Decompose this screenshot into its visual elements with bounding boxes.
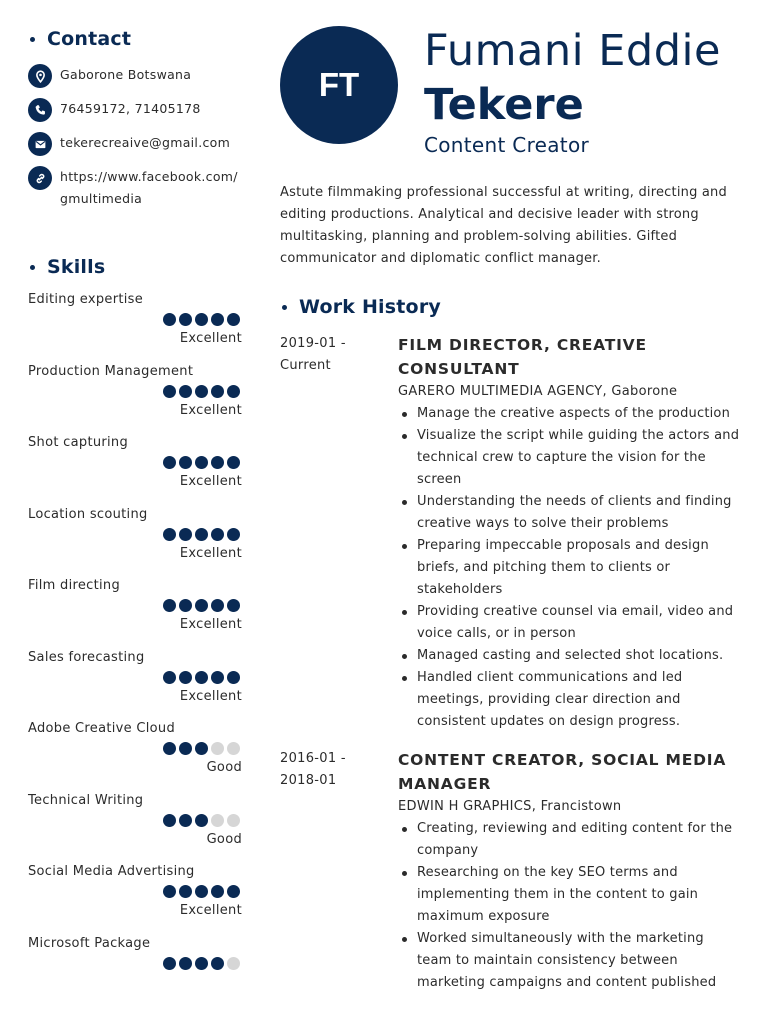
rating-dot-filled (179, 385, 192, 398)
job-list (280, 333, 742, 994)
job-bullet-item: Preparing impeccable proposals and design briefs, and pitching them to clients or stakeholders (398, 535, 742, 601)
job-bullets (398, 818, 742, 994)
first-name: Fumani Eddie (424, 26, 721, 76)
heading-bullet (30, 265, 35, 270)
avatar-initials: FT (318, 66, 360, 103)
rating-dot-filled (195, 385, 208, 398)
email-icon (28, 132, 52, 156)
rating-dot-filled (227, 671, 240, 684)
rating-dot-empty (211, 742, 224, 755)
rating-dot-filled (179, 313, 192, 326)
contact-email[interactable]: tekerecreaive@gmail.com (60, 135, 231, 150)
skill-rating-label: Excellent (179, 474, 242, 489)
skill-rating-label: Excellent (179, 903, 242, 918)
rating-dot-filled (227, 599, 240, 612)
rating-dot-filled (211, 385, 224, 398)
rating-dot-filled (163, 385, 176, 398)
rating-dot-filled (195, 456, 208, 469)
work-history-section (280, 296, 742, 994)
work-history-heading (280, 296, 742, 318)
job-title: Content Creator (424, 133, 590, 157)
skill-item (28, 721, 242, 793)
skill-item (28, 364, 242, 436)
rating-dot-filled (195, 885, 208, 898)
summary-text: Astute filmmaking professional successful at writing, directing and editing productions. Analytical and decisive leader with strong multitasking, planning and problem-solving abilities. Gifted communicator and diplomatic conflict manager. (280, 185, 727, 266)
skill-item (28, 578, 242, 650)
rating-dot-filled (179, 671, 192, 684)
job-dates: 2016-01 - 2018-01 (280, 751, 346, 788)
contact-heading-text: Contact (47, 28, 132, 50)
rating-dot-filled (195, 742, 208, 755)
rating-dot-filled (211, 313, 224, 326)
skills-heading-text: Skills (47, 256, 106, 278)
contact-heading (28, 28, 242, 50)
skill-rating-dots (163, 313, 240, 326)
contact-phone: 76459172, 71405178 (60, 101, 201, 116)
contact-location: Gaborone Botswana (60, 67, 192, 82)
skill-name: Location scouting (28, 506, 148, 522)
heading-bullet (30, 37, 35, 42)
job-bullet-item: Understanding the needs of clients and finding creative ways to solve their problems (398, 491, 742, 535)
rating-dot-filled (179, 885, 192, 898)
skill-item (28, 650, 242, 722)
rating-dot-filled (179, 742, 192, 755)
skill-name: Film directing (28, 578, 121, 593)
skill-rating-label: Excellent (179, 331, 242, 346)
skill-name: Social Media Advertising (28, 864, 195, 879)
job-body (398, 748, 742, 994)
rating-dot-filled (211, 456, 224, 469)
rating-dot-filled (163, 814, 176, 827)
rating-dot-filled (163, 885, 176, 898)
job-dates: 2019-01 - Current (280, 336, 346, 373)
skill-rating-label: Excellent (179, 688, 242, 704)
job-bullet-item: Handled client communications and led meetings, providing clear direction and consistent updates on design progress. (398, 667, 742, 733)
skill-item (28, 864, 242, 936)
rating-dot-filled (227, 528, 240, 541)
rating-dot-filled (163, 528, 176, 541)
skill-item (28, 793, 242, 865)
avatar (280, 26, 398, 144)
phone-icon (28, 98, 52, 122)
skill-item (28, 292, 242, 364)
rating-dot-filled (179, 957, 192, 970)
rating-dot-filled (195, 599, 208, 612)
skill-rating-dots (163, 528, 240, 541)
skills-section (28, 256, 242, 1007)
skill-rating-label: Excellent (179, 545, 242, 561)
skill-name: Sales forecasting (28, 649, 145, 665)
skill-rating-dots (163, 456, 240, 469)
skill-rating-label: Excellent (179, 617, 242, 632)
rating-dot-filled (211, 957, 224, 970)
work-history-heading-text: Work History (299, 296, 441, 318)
last-name: Tekere (424, 80, 584, 130)
rating-dot-filled (163, 671, 176, 684)
job-bullet-item: Worked simultaneously with the marketing team to maintain consistency between marketing campaigns and content published (398, 928, 742, 994)
skill-name: Shot capturing (28, 435, 129, 450)
rating-dot-filled (163, 456, 176, 469)
rating-dot-filled (227, 313, 240, 326)
contact-section (28, 28, 242, 220)
contact-item-email[interactable] (28, 132, 242, 156)
skill-rating-dots (163, 385, 240, 398)
contact-item-phone (28, 98, 242, 122)
skill-rating-dots (163, 814, 240, 827)
skill-rating-dots (163, 885, 240, 898)
contact-item-link[interactable] (28, 166, 242, 210)
job-bullet-item: Visualize the script while guiding the actors and technical crew to capture the vision for the screen (398, 425, 742, 491)
rating-dot-filled (211, 528, 224, 541)
contact-website[interactable]: https://www.facebook.com/gmultimedia (60, 169, 238, 206)
rating-dot-filled (179, 814, 192, 827)
skill-rating-dots (163, 671, 240, 684)
skill-list (28, 292, 242, 1007)
rating-dot-filled (195, 528, 208, 541)
location-icon (28, 64, 52, 88)
skill-name: Microsoft Package (28, 935, 151, 951)
job-company: GARERO MULTIMEDIA AGENCY, Gaborone (398, 384, 678, 399)
rating-dot-filled (163, 599, 176, 612)
rating-dot-filled (227, 456, 240, 469)
job-bullets (398, 403, 742, 733)
job-entry (280, 333, 742, 733)
job-bullet-item: Managed casting and selected shot locations. (398, 645, 742, 667)
rating-dot-empty (211, 814, 224, 827)
skill-rating-label: Excellent (179, 402, 242, 418)
rating-dot-filled (163, 313, 176, 326)
link-icon (28, 166, 52, 190)
job-entry (280, 748, 742, 994)
rating-dot-filled (227, 385, 240, 398)
rating-dot-filled (195, 814, 208, 827)
skill-rating-dots (163, 742, 240, 755)
rating-dot-empty (227, 814, 240, 827)
skill-rating-label: Good (206, 760, 242, 775)
rating-dot-filled (163, 957, 176, 970)
job-bullet-item: Creating, reviewing and editing content for the company (398, 818, 742, 862)
rating-dot-filled (211, 599, 224, 612)
rating-dot-filled (211, 671, 224, 684)
rating-dot-filled (195, 957, 208, 970)
contact-list (28, 64, 242, 210)
skill-name: Adobe Creative Cloud (28, 721, 176, 736)
job-bullet-item: Providing creative counsel via email, video and voice calls, or in person (398, 601, 742, 645)
skills-heading (28, 256, 242, 278)
rating-dot-filled (163, 742, 176, 755)
job-company: EDWIN H GRAPHICS, Francistown (398, 799, 622, 814)
rating-dot-filled (227, 885, 240, 898)
skill-rating-dots (163, 957, 240, 970)
rating-dot-filled (179, 599, 192, 612)
job-bullet-item: Researching on the key SEO terms and implementing them in the content to gain maximum exposure (398, 862, 742, 928)
rating-dot-filled (195, 671, 208, 684)
skill-name: Technical Writing (28, 792, 144, 808)
rating-dot-empty (227, 742, 240, 755)
job-body (398, 333, 742, 733)
rating-dot-empty (227, 957, 240, 970)
rating-dot-filled (179, 528, 192, 541)
heading-bullet (282, 305, 287, 310)
rating-dot-filled (211, 885, 224, 898)
skill-name: Production Management (28, 363, 194, 379)
rating-dot-filled (195, 313, 208, 326)
job-bullet-item: Manage the creative aspects of the production (398, 403, 742, 425)
job-role: CONTENT CREATOR, SOCIAL MEDIA MANAGER (398, 751, 727, 793)
rating-dot-filled (179, 456, 192, 469)
skill-item (28, 936, 242, 1008)
skill-name: Editing expertise (28, 292, 144, 307)
job-role: FILM DIRECTOR, CREATIVE CONSULTANT (398, 336, 647, 378)
skill-item (28, 507, 242, 579)
skill-item (28, 435, 242, 507)
contact-item-location (28, 64, 242, 88)
skill-rating-dots (163, 599, 240, 612)
skill-rating-label: Good (206, 831, 242, 847)
